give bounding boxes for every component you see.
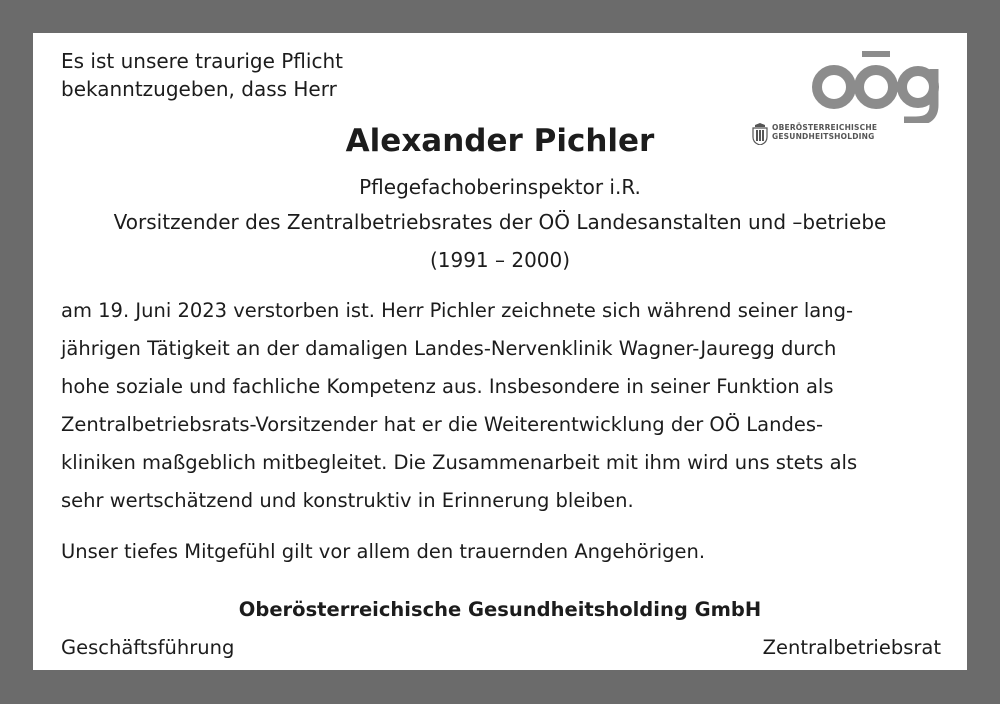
logo-caption-line-2: GESUNDHEITSHOLDING bbox=[772, 132, 875, 141]
intro-text bbox=[61, 47, 343, 103]
body-line: kliniken maßgeblich mitbegleitet. Die Zusammenarbeit mit ihm wird uns stets als bbox=[61, 451, 858, 474]
intro-line-1: Es ist unsere traurige Pflicht bbox=[61, 49, 343, 73]
logo-caption-line-1: OBERÖSTERREICHISCHE bbox=[772, 123, 878, 132]
body-line: sehr wertschätzend und konstruktiv in Erinnerung bleiben. bbox=[61, 489, 634, 512]
condolence-text: Unser tiefes Mitgefühl gilt vor allem den trauernden Angehörigen. bbox=[61, 540, 706, 563]
deceased-years: (1991 – 2000) bbox=[429, 248, 571, 272]
body-line: jährigen Tätigkeit an der damaligen Landes-Nervenklinik Wagner-Jauregg durch bbox=[61, 337, 837, 360]
ooeg-wordmark-icon bbox=[812, 47, 942, 123]
body-line: hohe soziale und fachliche Kompetenz aus. Insbesondere in seiner Funktion als bbox=[61, 375, 834, 398]
obituary-notice bbox=[33, 33, 967, 670]
intro-line-2: bekanntzugeben, dass Herr bbox=[61, 77, 337, 101]
body-line: Zentralbetriebsrats-Vorsitzender hat er die Weiterentwicklung der OÖ Landes- bbox=[61, 413, 824, 436]
signature-management: Geschäftsführung bbox=[61, 636, 235, 659]
deceased-role: Vorsitzender des Zentralbetriebsrates der OÖ Landesanstalten und –betriebe bbox=[113, 210, 887, 234]
body-line: am 19. Juni 2023 verstorben ist. Herr Pichler zeichnete sich während seiner lang- bbox=[61, 299, 853, 322]
deceased-rank: Pflegefachoberinspektor i.R. bbox=[359, 175, 641, 199]
obituary-body bbox=[61, 292, 945, 520]
signature-works-council: Zentralbetriebsrat bbox=[762, 636, 941, 659]
company-name: Oberösterreichische Gesundheitsholding GmbH bbox=[238, 598, 762, 621]
deceased-name: Alexander Pichler bbox=[345, 123, 655, 159]
